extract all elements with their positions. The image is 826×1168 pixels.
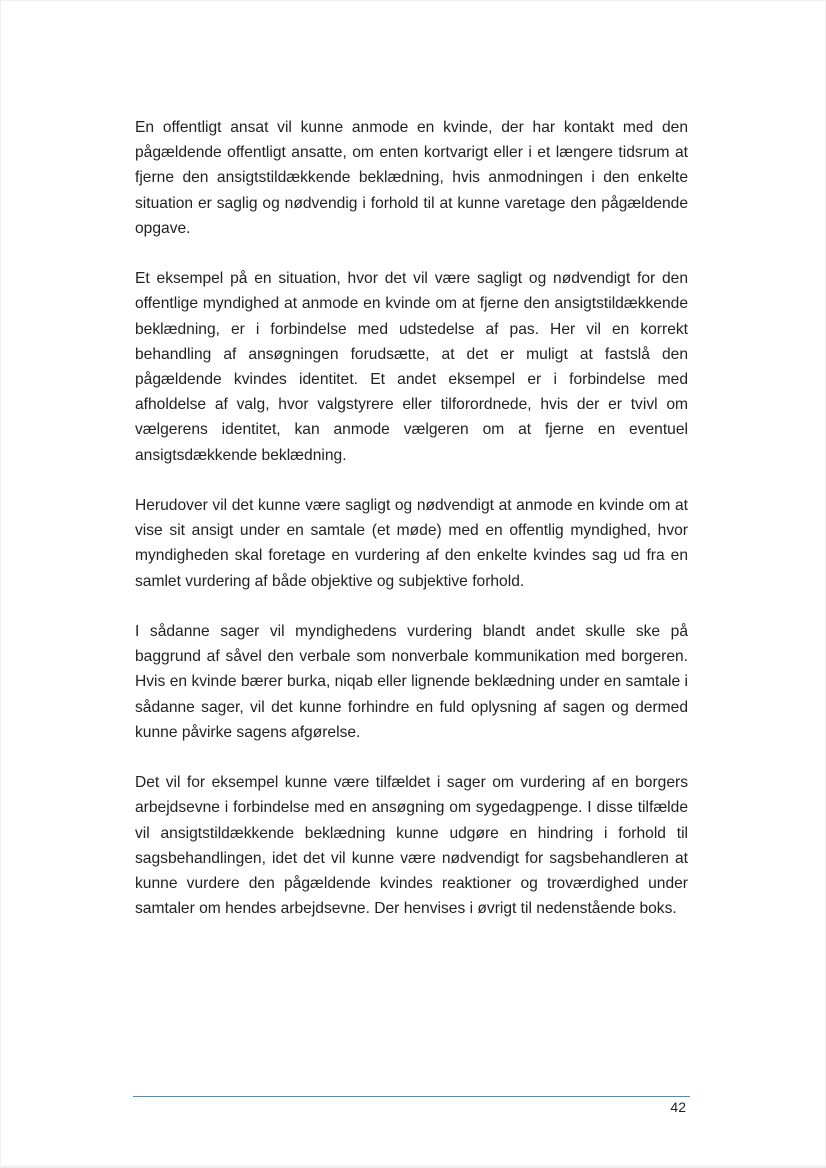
document-body [135, 115, 688, 947]
paragraph-5: Det vil for eksempel kunne være tilfældet i sager om vurdering af en borgers arbejdsevne i forbindelse med en ansøgning om sygedagpenge. I disse tilfælde vil ansigtstildækkende beklædning kunne udgøre en hindring i forhold til sagsbehandlingen, idet det vil kunne være nødvendigt for sagsbehandleren at kunne vurdere den pågældende kvindes reaktioner og troværdighed under samtaler om hendes arbejdsevne. Der henvises i øvrigt til nedenstående boks. [135, 774, 688, 918]
paragraph-3: Herudover vil det kunne være sagligt og nødvendigt at anmode en kvinde om at vise sit ansigt under en samtale (et møde) med en offentlig myndighed, hvor myndigheden skal foretage en vurdering af den enkelte kvindes sag ud fra en samlet vurdering af både objektive og subjektive forhold. [135, 497, 688, 590]
footer-divider [133, 1096, 690, 1097]
page-bottom-edge [0, 1164, 826, 1168]
paragraph-4: I sådanne sager vil myndighedens vurdering blandt andet skulle ske på baggrund af såvel den verbale som nonverbale kommunikation med borgeren. Hvis en kvinde bærer burka, niqab eller lignende beklædning under en samtale i sådanne sager, vil det kunne forhindre en fuld oplysning af sagen og dermed kunne påvirke sagens afgørelse. [135, 623, 688, 741]
paragraph-2: Et eksempel på en situation, hvor det vil være sagligt og nødvendigt for den offentlige myndighed at anmode en kvinde om at fjerne den ansigtstildækkende beklædning, er i forbindelse med udstedelse af pas. Her vil en korrekt behandling af ansøgningen forudsætte, at det er muligt at fastslå den pågældende kvindes identitet. Et andet eksempel er i forbindelse med afholdelse af valg, hvor valgstyrere eller tilforordnede, hvis der er tvivl om vælgerens identitet, kan anmode vælgeren om at fjerne en eventuel ansigtsdækkende beklædning. [135, 270, 688, 464]
paragraph-1: En offentligt ansat vil kunne anmode en kvinde, der har kontakt med den pågældende offentligt ansatte, om enten kortvarigt eller i et længere tidsrum at fjerne den ansigtstildækkende beklædning, hvis anmodningen i den enkelte situation er saglig og nødvendig i forhold til at kunne varetage den pågældende opgave. [135, 119, 688, 237]
page-number: 42 [670, 1099, 686, 1115]
